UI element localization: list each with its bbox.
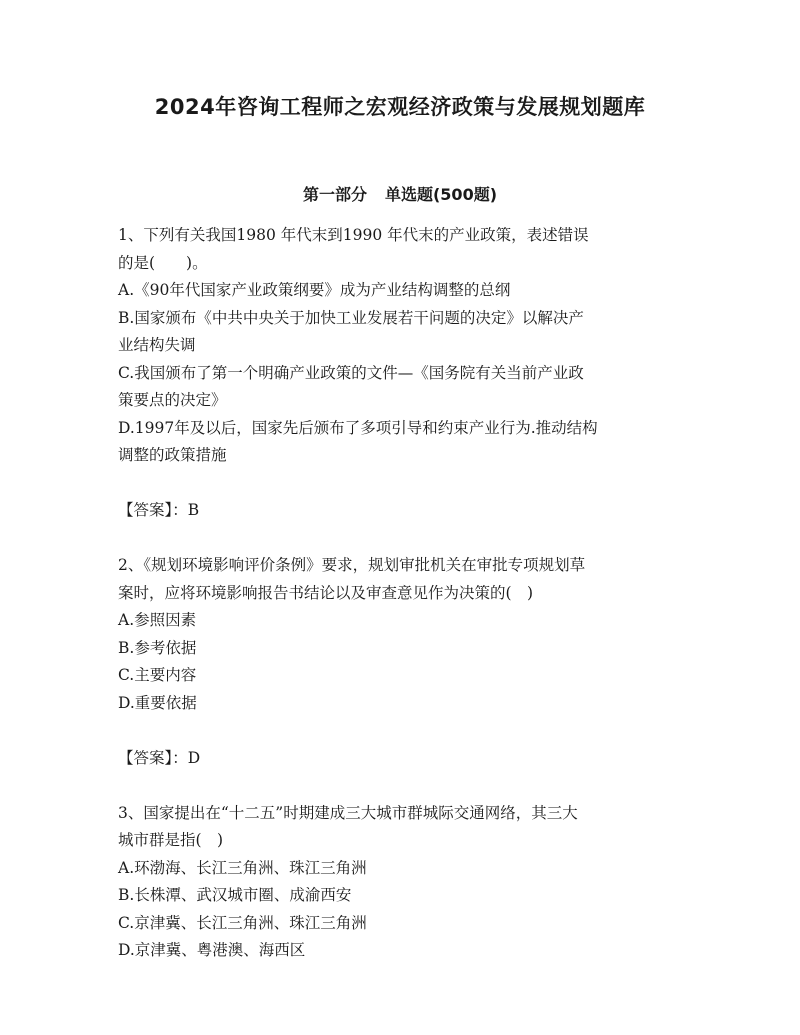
option-line: B.参考依据 (118, 638, 197, 657)
question-stem-line: 1、下列有关我国1980 年代末到1990 年代末的产业政策，表述错误 (118, 226, 589, 244)
answer-value: B (187, 501, 200, 519)
question-stem-line: 2、《规划环境影响评价条例》要求，规划审批机关在审批专项规划草 (118, 556, 586, 574)
option-line: A.《90年代国家产业政策纲要》成为产业结构调整的总纲 (118, 281, 511, 299)
option-line: 策要点的决定》 (118, 391, 227, 409)
question-stem-line: 3、国家提出在“十二五”时期建成三大城市群城际交通网络，其三大 (118, 803, 578, 822)
question-block (118, 222, 693, 552)
answer-label: 【答案】： (118, 748, 188, 767)
option-line: B.长株潭、武汉城市圈、成渝西安 (118, 886, 352, 904)
option-line: A.环渤海、长江三角洲、珠江三角洲 (118, 858, 367, 877)
option-line: C.我国颁布了第一个明确产业政策的文件—《国务院有关当前产业政 (118, 363, 584, 382)
question-stem-line: 城市群是指( ) (118, 831, 224, 849)
spacer (118, 717, 693, 745)
section-part: 第一部分 (302, 185, 367, 204)
option-line: D.1997年及以后，国家先后颁布了多项引导和约束产业行为.推动结构 (118, 418, 598, 437)
option-line: C.主要内容 (118, 666, 197, 684)
question-stem-line: 案时，应将环境影响报告书结论以及审查意见作为决策的( ) (118, 583, 534, 602)
question-stem-line: 的是( )。 (118, 253, 208, 272)
section-heading (0, 182, 800, 208)
option-line: B.国家颁布《中共中央关于加快工业发展若干问题的决定》以解决产 (118, 308, 584, 327)
option-line: D.重要依据 (118, 693, 197, 712)
option-line: 调整的政策措施 (118, 446, 227, 464)
question-block (118, 800, 693, 965)
option-line: D.京津冀、粤港澳、海西区 (118, 941, 306, 959)
answer-value: D (187, 748, 201, 767)
spacer (118, 772, 693, 800)
answer-line (118, 497, 693, 525)
option-line: 业结构失调 (118, 336, 196, 354)
answer-line (118, 745, 693, 773)
question-block (118, 552, 693, 800)
document-title: 2024年咨询工程师之宏观经济政策与发展规划题库 (154, 95, 646, 119)
answer-label: 【答案】： (118, 501, 188, 519)
option-line: A.参照因素 (118, 611, 197, 629)
option-line: C.京津冀、长江三角洲、珠江三角洲 (118, 913, 367, 932)
spacer (118, 470, 693, 498)
question-list (118, 222, 693, 965)
spacer (118, 525, 693, 553)
section-type: 单选题(500题) (384, 185, 498, 204)
